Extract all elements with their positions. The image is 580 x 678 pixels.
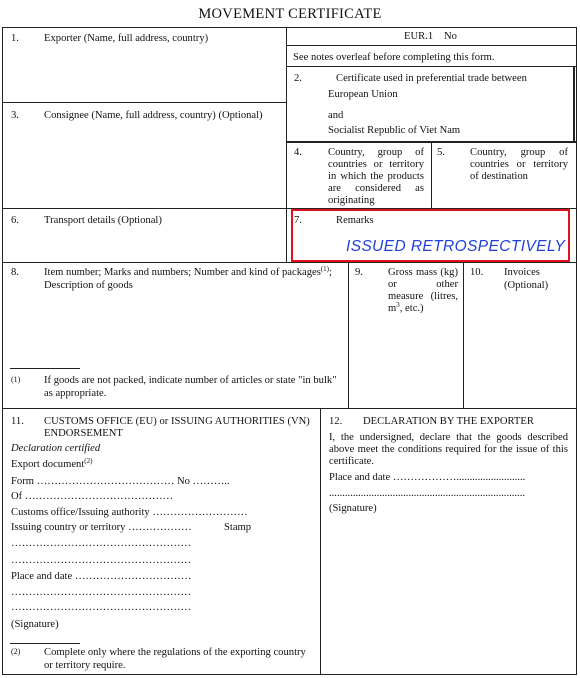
box2-line2: European Union — [328, 89, 398, 100]
box9-number: 9. — [355, 267, 363, 278]
divider-box11-12 — [320, 408, 321, 675]
box8-label-tail: ; — [329, 267, 332, 278]
box10-invoices-line1: Invoices — [504, 267, 540, 278]
divider-row-notes — [286, 66, 577, 67]
notes-instruction: See notes overleaf before completing this form. — [293, 52, 495, 63]
declaration-certified: Declaration certified — [11, 443, 101, 454]
divider-col-main — [286, 27, 287, 263]
divider-row-transport — [2, 262, 577, 263]
box8-label — [44, 267, 332, 279]
divider-box4-5 — [431, 142, 432, 209]
box9-text-b: , etc.) — [399, 303, 424, 314]
box9-gross-mass-text — [388, 267, 458, 315]
divider-box8-9 — [348, 262, 349, 409]
box12-title: DECLARATION BY THE EXPORTER — [363, 416, 534, 427]
box9-text-a: Gross mass (kg) or other measure (litres, m — [388, 267, 458, 314]
box6-number: 6. — [11, 215, 19, 226]
border-bottom — [2, 674, 577, 675]
issuing-country-line: Issuing country or territory ……………… — [11, 522, 192, 533]
eur1-label: EUR.1 — [404, 31, 434, 42]
box3-number: 3. — [11, 110, 19, 121]
border-top — [2, 27, 577, 28]
footnote1-line1: If goods are not packed, indicate number of articles or state "in bulk" — [44, 375, 337, 386]
box7-number: 7. — [294, 215, 302, 226]
box2-line4: Socialist Republic of Viet Nam — [328, 125, 461, 136]
box12-signature: (Signature) — [329, 503, 377, 514]
box10-number: 10. — [470, 267, 484, 278]
stamp-label: Stamp — [224, 522, 252, 533]
box2-frame-right — [573, 66, 575, 142]
box11-number: 11. — [11, 416, 24, 427]
footnote1-mark: (1) — [11, 375, 21, 384]
box6-transport-label: Transport details (Optional) — [44, 215, 162, 226]
box11-dots-3: …………………………………………… — [11, 587, 192, 598]
footnote2-line2: or territory require. — [44, 660, 126, 671]
footnote1-rule — [10, 368, 80, 369]
box1-exporter-label: Exporter (Name, full address, country) — [44, 33, 209, 44]
footnote2-mark: (2) — [11, 647, 21, 656]
box11-dots-2: …………………………………………… — [11, 555, 192, 566]
customs-office-line: Customs office/Issuing authority ……………………… — [11, 507, 248, 518]
box12-number: 12. — [329, 416, 343, 427]
box8-label-footnote: (1) — [320, 265, 330, 273]
box8-number: 8. — [11, 267, 19, 278]
footnote1-line2: as appropriate. — [44, 388, 107, 399]
box11-title2: ENDORSEMENT — [44, 428, 123, 439]
box11-dots-4: …………………………………………… — [11, 602, 192, 613]
box4-origin-text: Country, group of countries or territory in which the products are considered as originating — [328, 147, 424, 206]
box5-destination-text: Country, group of countries or territory of destination — [470, 147, 568, 182]
footnote2-rule — [10, 643, 80, 644]
box11-signature: (Signature) — [11, 619, 59, 630]
border-left — [2, 27, 3, 675]
box8-label-line2: Description of goods — [44, 280, 133, 291]
box10-invoices-line2: (Optional) — [504, 280, 549, 291]
box11-dots-1: …………………………………………… — [11, 538, 192, 549]
box11-title1: CUSTOMS OFFICE (EU) or ISSUING AUTHORITIES (VN) — [44, 416, 310, 427]
export-document-text: Export document — [11, 459, 85, 470]
divider-row-goods — [2, 408, 577, 409]
box2-line1: Certificate used in preferential trade between — [336, 73, 527, 84]
footnote2-line1: Complete only where the regulations of the exporting country — [44, 647, 306, 658]
divider-row-exporter — [2, 102, 287, 103]
box5-number: 5. — [437, 147, 445, 158]
box7-remarks-label: Remarks — [336, 215, 374, 226]
divider-box9-10 — [463, 262, 464, 409]
form-no-line: Form ………………………………… No ……….. — [11, 476, 230, 487]
border-right — [576, 27, 577, 675]
export-document-footnote: (2) — [84, 457, 93, 465]
box4-number: 4. — [294, 147, 302, 158]
box3-consignee-label: Consignee (Name, full address, country) (Optional) — [44, 110, 263, 121]
box9-sup: 3 — [396, 301, 400, 309]
box12-place-and-date: Place and date ……………….......................... — [329, 472, 526, 483]
box1-number: 1. — [11, 33, 19, 44]
box12-dots: .......................................................................... — [329, 488, 525, 499]
place-and-date-line: Place and date …………………………… — [11, 571, 192, 582]
form-title: MOVEMENT CERTIFICATE — [198, 6, 382, 22]
of-line: Of …………………………………… — [11, 491, 174, 502]
divider-row-eur — [286, 45, 577, 46]
box12-declaration-text: I, the undersigned, declare that the goods described above meet the conditions required for the issue of this certificate. — [329, 432, 568, 467]
box2-number: 2. — [294, 73, 302, 84]
box8-label-text: Item number; Marks and numbers; Number and kind of packages — [44, 267, 321, 278]
box2-line3: and — [328, 110, 344, 121]
issued-retrospectively-stamp: ISSUED RETROSPECTIVELY — [346, 238, 566, 255]
eur1-no-label: No — [444, 31, 457, 42]
export-document-label — [11, 459, 92, 471]
